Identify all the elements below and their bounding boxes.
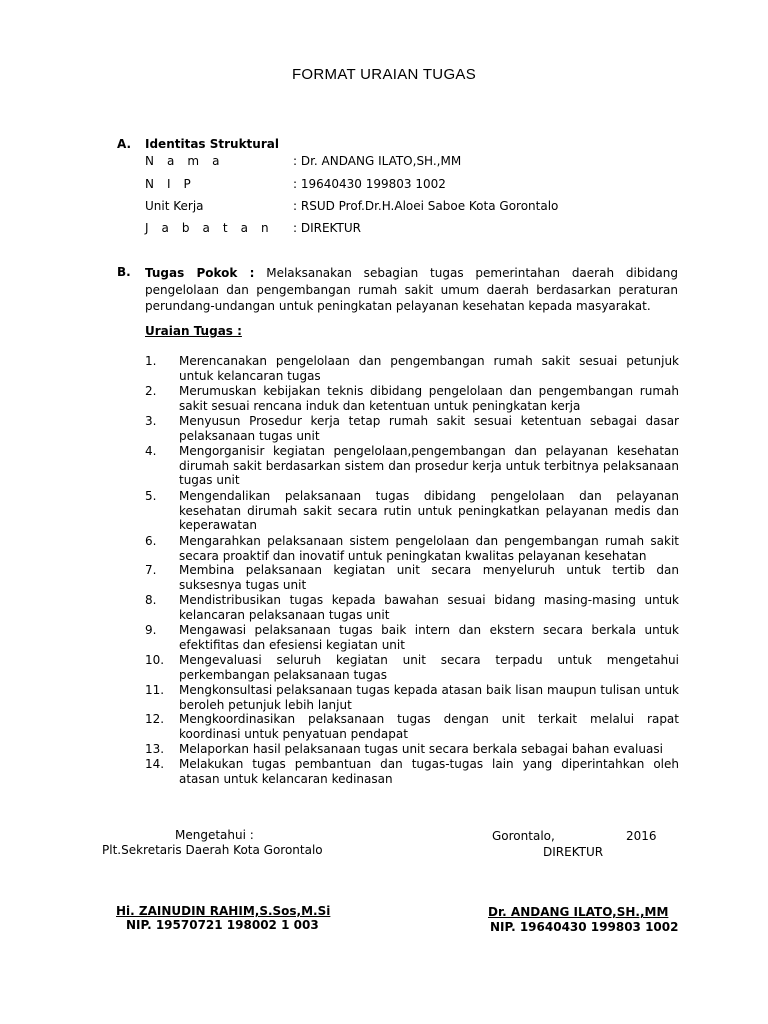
signer-name: Dr. ANDANG ILATO,SH.,MM — [488, 905, 669, 919]
tugas-pokok-label: Tugas Pokok : — [145, 266, 255, 280]
acknowledger-name: Hi. ZAINUDIN RAHIM,S.Sos,M.Si — [116, 904, 331, 918]
acknowledged-label: Mengetahui : — [175, 828, 254, 842]
acknowledger-position: Plt.Sekretaris Daerah Kota Gorontalo — [102, 843, 323, 857]
duty-item-text: Mengawasi pelaksanaan tugas baik intern dan ekstern secara berkala untuk efektifitas dan efesiensi kegiatan unit — [179, 623, 679, 652]
duty-item-text: Mengkonsultasi pelaksanaan tugas kepada atasan baik lisan maupun tulisan untuk beroleh petunjuk lebih lanjut — [179, 683, 679, 712]
duty-item-number: 6. — [145, 534, 157, 548]
section-a-letter: A. — [117, 137, 132, 151]
duty-item-text: Membina pelaksanaan kegiatan unit secara menyeluruh untuk tertib dan suksesnya tugas unit — [179, 563, 679, 592]
duty-item-text: Mengendalikan pelaksanaan tugas dibidang pengelolaan dan pelayanan kesehatan dirumah sakit secara rutin untuk peningkatkan pelayanan medis dan keperawatan — [179, 489, 679, 532]
tugas-pokok-text: Melaksanakan sebagian tugas pemerintahan daerah dibidang pengelolaan dan pengembangan rumah sakit umum daerah berdasarkan peraturan perundang-undangan untuk peningkatan pelayanan kesehatan kepada masyarakat. — [145, 266, 678, 313]
document-title: FORMAT URAIAN TUGAS — [291, 66, 477, 83]
identity-value-nip: : 19640430 199803 1002 — [293, 177, 446, 191]
identity-value-nama: : Dr. ANDANG ILATO,SH.,MM — [293, 154, 462, 168]
signer-nip: NIP. 19640430 199803 1002 — [490, 920, 679, 934]
duty-item-text: Melaporkan hasil pelaksanaan tugas unit secara berkala sebagai bahan evaluasi — [179, 742, 663, 756]
uraian-tugas-heading: Uraian Tugas : — [145, 324, 242, 338]
duty-item-text: Mengarahkan pelaksanaan sistem pengelolaan dan pengembangan rumah sakit secara proaktif dan inovatif untuk peningkatan kwalitas pelayanan kesehatan — [179, 534, 679, 563]
identity-value-jabatan: : DIREKTUR — [293, 221, 361, 235]
duty-item-text: Menyusun Prosedur kerja tetap rumah sakit sesuai ketentuan sebagai dasar pelaksanaan tugas unit — [179, 414, 679, 443]
duty-item-text: Mendistribusikan tugas kepada bawahan sesuai bidang masing-masing untuk kelancaran pelaksanaan tugas unit — [179, 593, 679, 622]
duty-item-number: 1. — [145, 354, 157, 368]
identity-label-nama: N a m a — [145, 154, 225, 168]
duty-item-number: 14. — [145, 757, 165, 771]
duty-item-number: 10. — [145, 653, 165, 667]
duty-item-text: Melakukan tugas pembantuan dan tugas-tugas lain yang diperintahkan oleh atasan untuk kelancaran kedinasan — [179, 757, 679, 786]
duty-item-number: 7. — [145, 563, 157, 577]
duty-item-text: Merumuskan kebijakan teknis dibidang pengelolaan dan pengembangan rumah sakit sesuai rencana induk dan ketentuan untuk peningkatan kerja — [179, 384, 679, 413]
duty-item-number: 12. — [145, 712, 165, 726]
duty-item-number: 5. — [145, 489, 157, 503]
duty-item-number: 11. — [145, 683, 165, 697]
duty-item-text: Mengkoordinasikan pelaksanaan tugas dengan unit terkait melalui rapat koordinasi untuk penyatuan pendapat — [179, 712, 679, 741]
duty-item-number: 8. — [145, 593, 157, 607]
identity-label-jabatan: J a b a t a n — [145, 221, 274, 235]
identity-value-unit-kerja: : RSUD Prof.Dr.H.Aloei Saboe Kota Gorontalo — [293, 199, 559, 213]
duty-item-number: 2. — [145, 384, 157, 398]
duty-item-text: Mengevaluasi seluruh kegiatan unit secara terpadu untuk mengetahui perkembangan pelaksanaan tugas — [179, 653, 679, 682]
identity-label-nip: N I P — [145, 177, 196, 191]
duty-item-number: 9. — [145, 623, 157, 637]
duty-item-number: 4. — [145, 444, 157, 458]
signer-position: DIREKTUR — [543, 845, 604, 859]
duty-item-number: 13. — [145, 742, 165, 756]
duty-item-text: Mengorganisir kegiatan pengelolaan,pengembangan dan pelayanan kesehatan dirumah sakit berdasarkan sistem dan prosedur kerja untuk terbitnya pelaksanaan tugas unit — [179, 444, 679, 487]
section-a-heading: Identitas Struktural — [145, 137, 279, 151]
signing-year: 2016 — [626, 829, 657, 843]
signing-place: Gorontalo, — [492, 829, 555, 843]
tugas-pokok-paragraph — [145, 265, 678, 315]
duty-item-number: 3. — [145, 414, 157, 428]
duty-item-text: Merencanakan pengelolaan dan pengembangan rumah sakit sesuai petunjuk untuk kelancaran tugas — [179, 354, 679, 383]
acknowledger-nip: NIP. 19570721 198002 1 003 — [126, 918, 319, 932]
identity-label-unit-kerja: Unit Kerja — [145, 199, 204, 213]
section-b-letter: B. — [117, 265, 131, 279]
